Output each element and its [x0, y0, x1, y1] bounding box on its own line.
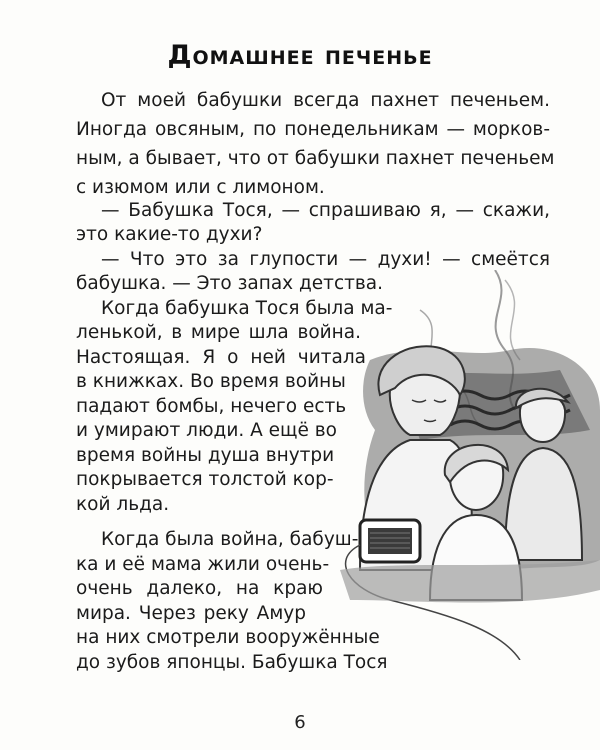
text-line: с изюмом или с лимоном.	[76, 177, 325, 198]
text-line: и умирают люди. А ещё во	[76, 420, 337, 441]
text-line: до зубов японцы. Бабушка Тося	[76, 652, 388, 673]
text-line: падают бомбы, нечего есть	[76, 396, 347, 417]
text-line: Когда была война, бабуш-	[101, 529, 359, 550]
family-illustration	[300, 270, 600, 660]
text-line: ным, а бывает, что от бабушки пахнет печеньем	[76, 148, 555, 169]
text-line: От моей бабушки всегда пахнет печеньем.	[101, 90, 550, 111]
text-line: Иногда овсяным, по понедельникам — морков-	[76, 119, 550, 140]
text-line: Настоящая. Я о ней читала	[76, 347, 366, 368]
chapter-title: Домашнее печенье	[167, 40, 433, 71]
text-line: в книжках. Во время войны	[76, 371, 346, 392]
text-line: ленькой, в мире шла война.	[76, 322, 361, 343]
text-line: это какие-то духи?	[76, 224, 263, 245]
text-line: ка и её мама жили очень-	[76, 554, 330, 575]
text-line: бабушка. — Это запах детства.	[76, 273, 384, 294]
text-line: кой льда.	[76, 494, 170, 515]
text-line: Когда бабушка Тося была ма-	[101, 298, 393, 319]
text-line: — Что это за глупости — духи! — смеётся	[101, 249, 550, 270]
text-line: — Бабушка Тося, — спрашиваю я, — скажи,	[101, 200, 550, 221]
text-line: время войны душа внутри	[76, 445, 335, 466]
text-line: очень далеко, на краю	[76, 578, 323, 599]
text-line: мира. Через реку Амур	[76, 603, 306, 624]
page-number: 6	[294, 712, 306, 733]
text-line: на них смотрели вооружённые	[76, 627, 380, 648]
text-line: покрывается толстой кор-	[76, 469, 334, 490]
